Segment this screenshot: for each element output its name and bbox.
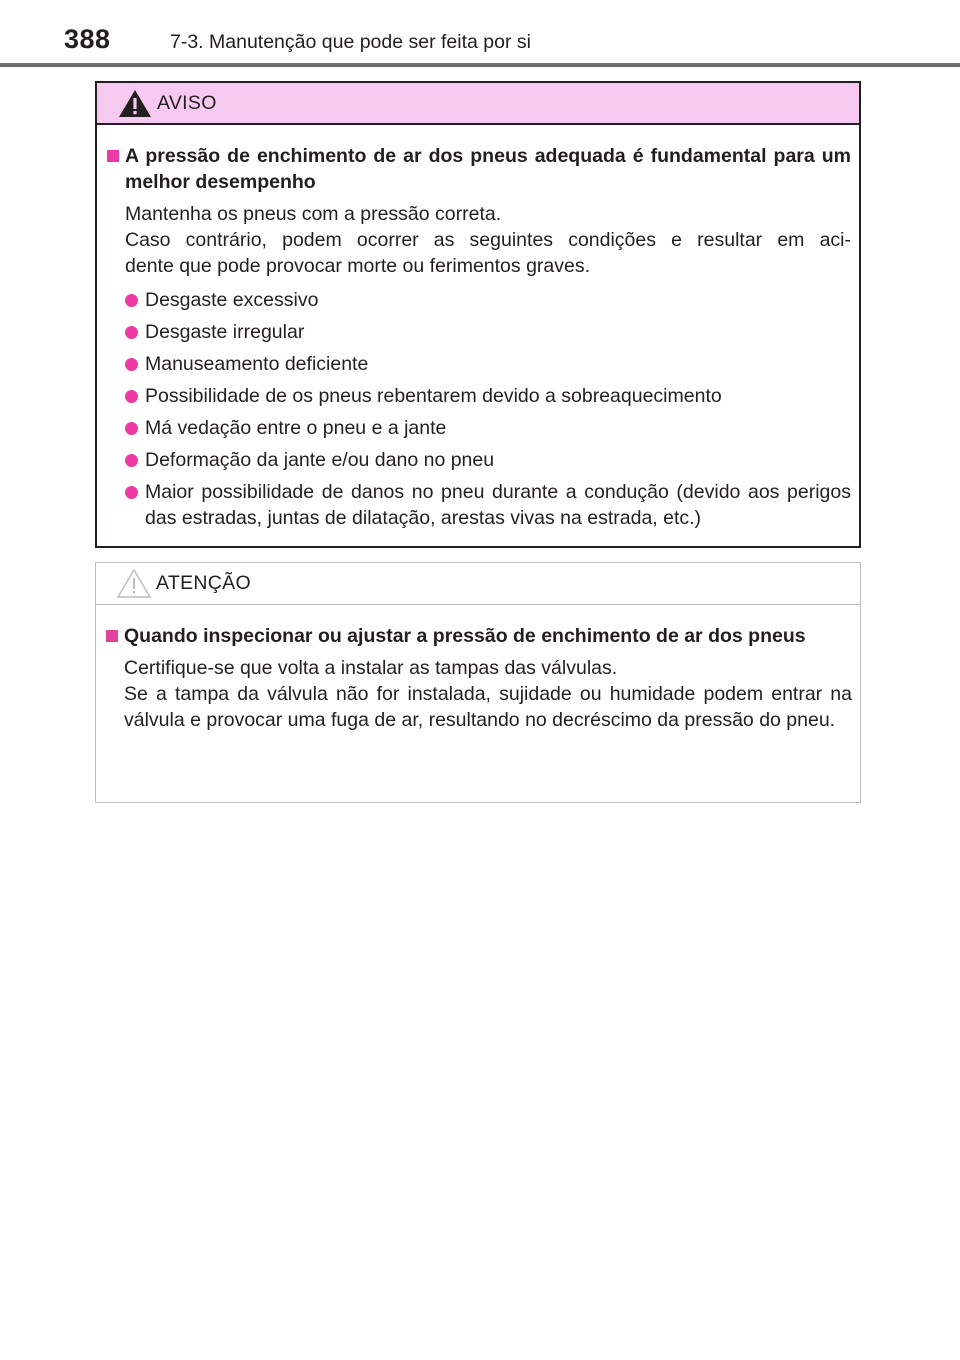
caution-paragraph-text: Se a tampa da válvula não for instalada, sujidade ou humidade podem entrar na válvula e provocar uma fuga de ar, resultando no decréscimo da pressão do pneu. bbox=[124, 683, 852, 731]
circle-bullet-icon bbox=[125, 486, 138, 499]
circle-bullet-icon bbox=[125, 294, 138, 307]
square-bullet-icon bbox=[107, 150, 119, 162]
warning-paragraph-line: Caso contrário, podem ocorrer as seguintes condições e resultar em aci- bbox=[125, 229, 851, 251]
circle-bullet-icon bbox=[125, 358, 138, 371]
caution-triangle-outline-icon bbox=[116, 567, 152, 599]
circle-bullet-icon bbox=[125, 454, 138, 467]
list-item: Maior possibilidade de danos no pneu durante a condução (devido aos perigos das estradas, juntas de dilatação, arestas vivas na estrada, etc.) bbox=[125, 479, 851, 531]
page-header bbox=[0, 0, 960, 70]
list-item: Desgaste irregular bbox=[125, 319, 851, 345]
warning-bullet-list bbox=[125, 287, 851, 531]
list-item: Deformação da jante e/ou dano no pneu bbox=[125, 447, 851, 473]
caution-heading: Quando inspecionar ou ajustar a pressão de enchimento de ar dos pneus bbox=[124, 625, 806, 647]
warning-heading-row bbox=[107, 143, 851, 195]
section-title: 7-3. Manutenção que pode ser feita por si bbox=[170, 31, 531, 53]
warning-label: AVISO bbox=[157, 92, 217, 114]
circle-bullet-icon bbox=[125, 326, 138, 339]
caution-paragraph-line: Certifique-se que volta a instalar as tampas das válvulas. bbox=[124, 657, 618, 679]
warning-heading: A pressão de enchimento de ar dos pneus adequada é fundamental para um melhor desempenho bbox=[125, 145, 851, 193]
circle-bullet-icon bbox=[125, 422, 138, 435]
warning-paragraph-line: Mantenha os pneus com a pressão correta. bbox=[125, 203, 502, 225]
circle-bullet-icon bbox=[125, 390, 138, 403]
warning-paragraph-line: dente que pode provocar morte ou ferimentos graves. bbox=[125, 255, 591, 277]
caution-heading-row bbox=[106, 623, 852, 649]
caution-label: ATENÇÃO bbox=[156, 572, 251, 594]
caution-box-body bbox=[96, 605, 860, 733]
warning-paragraph bbox=[125, 201, 851, 279]
page-number: 388 bbox=[64, 24, 111, 54]
list-item: Má vedação entre o pneu e a jante bbox=[125, 415, 851, 441]
list-item: Desgaste excessivo bbox=[125, 287, 851, 313]
caution-box-header bbox=[96, 563, 860, 605]
warning-box-header bbox=[97, 83, 859, 125]
warning-box-body bbox=[97, 125, 859, 531]
list-item: Possibilidade de os pneus rebentarem devido a sobreaquecimento bbox=[125, 383, 851, 409]
warning-triangle-icon bbox=[117, 87, 153, 119]
warning-box bbox=[95, 81, 861, 548]
caution-box bbox=[95, 562, 861, 803]
list-item: Manuseamento deficiente bbox=[125, 351, 851, 377]
square-bullet-icon bbox=[106, 630, 118, 642]
caution-paragraph bbox=[124, 655, 852, 733]
header-rule bbox=[0, 63, 960, 67]
